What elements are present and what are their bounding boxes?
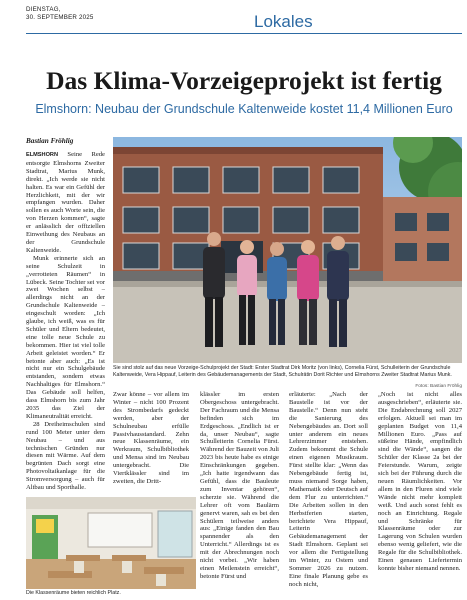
lead-paragraph (26, 151, 105, 255)
issue-day: 30. SEPTEMBER 2025 (26, 14, 94, 21)
issue-weekday: DIENSTAG, (26, 6, 61, 13)
photo-credit: Fotos: Bastian Fröhlig (415, 384, 462, 389)
lead-text: Seine Rede entsorgte Elmshorns Zweiter Stadtrat, Marius Munk, direkt. „Ich werde sie nicht halten. Es war ein Gefühl der Herzlichkeit, mit der wir empfangen wurden. Daher sollen es auch Worte sein, die von Herzen kommen“, sagte er anlässlich der offiziellen Einweihung des Neubaus an der Grundschule Kaltenweide. (26, 151, 105, 254)
paragraph: Zwar könne – vor allem im Winter – nicht 100 Prozent des Strombedarfs gedeckt werden, aber der Schulneubau erfülle Passivhausstandard. Zehn neue Klassenräume, ein Werkraum, Schulbibliothek und Mensa sind im Neubau untergebracht. Die Viertklässler sind im zweiten, die Dritt- (113, 391, 189, 485)
article-column-5 (378, 391, 462, 597)
headline: Das Klima-Vorzeigeprojekt ist fertig (46, 66, 442, 95)
article-column-2 (113, 391, 189, 486)
subheadline: Elmshorn: Neubau der Grundschule Kaltenweide kostet 11,4 Millionen Euro (35, 102, 453, 116)
paragraph: Munk erinnerte sich an seine Schulzeit in „verrotteten Räumen“ in Lübeck. Seine Tochter sei vor zwei Wochen selbst – allerdings nicht an der Grundschule Kaltenweide – eingeschult worden: „Ich glaube, ich weiß, was es für Schüler und Eltern bedeutet, eine tolle neue Schule zu bekommen. Hier ist viel tolle Arbeit geleistet worden.“ Er betonte aber auch: „Es ist nicht nur ein Schulgebäude entstanden, sondern etwas Nachhaltiges für Elmshorn.“ Das Gebäude soll helfen, dass Elmshorn bis zum Jahr 2035 das Ziel der Klimaneutralität erreicht. (26, 254, 105, 420)
author-byline: Bastian Fröhlig (26, 137, 74, 145)
article-column-3 (200, 391, 279, 597)
paragraph: „Noch ist nicht alles ausgeschrieben“, erläuterte sie. Die Endabrechnung soll 2027 erfolgen. Aktuell sei man im geplanten Budget von 11,4 Millionen Euro. „Pass auf süßeine Hände, empfindlich sind die Wände“, sangen die Schüler der Klasse 2a bei der Feierstunde. Warum, zeigte sich bei der Führung durch die neuen Räumlichkeiten. Vor allem in den Fluren sind viele Wände nicht mehr komplett weiß. Und auch sonst fehlt es noch an Einrichtung. Regale und Schränke für Klassenräume oder zur Lagerung von Schulen wurden ebenso wenig geliefert, wie die Regale für die Schulbibliothek. Einen genauen Liefertermin konnte bisher niemand nennen. (378, 391, 462, 572)
issue-date (26, 6, 94, 22)
header-rule (26, 33, 462, 34)
main-photo-caption: Sie sind stolz auf das neue Vorzeige-Schulprojekt der Stadt: Erster Stadtrat Dirk Moritz (von links), Cornelia Fürst, Schulleiterin der Grundschule Kaltenweide, Vera Hippauf, Leiterin des Gebäudemanagements der Stadt, Schulrätin Dorit Richter und Elmshorns Zweiter Stadtrat Marius Munk. (113, 365, 452, 378)
article-column-4 (289, 391, 368, 597)
dateline: ELMSHORN (26, 152, 59, 158)
section-title: Lokales (254, 12, 313, 31)
paragraph: klässler im ersten Obergeschoss untergebracht. Der Fachraum und die Mensa befinden sich im Erdgeschoss. „Endlich ist er da, unser Neubau“, sagte Schulleiterin Cornelia Fürst. Während der Bauzeit von Juli 2023 bis heute habe es einige Einschränkungen gegeben. „Ich hatte irgendwann das Gefühl, dass die Bauleute zum Inventar gehören“, scherzte sie. Während die Lehrer oft vom Baulärm genervt waren, sah es bei den Schülern teilweise anders aus: „Einige fanden den Bau spannender als den Unterricht.“ Allerdings ist es mit der Abrechnungen noch nicht vorbei. „Wir haben einen Meilenstein erreicht“, betonte Fürst und (200, 391, 279, 580)
classroom-photo-caption: Die Klassenräume bieten reichlich Platz. (26, 590, 121, 596)
main-photo (113, 137, 462, 363)
paragraph: erläuterte: „Nach der Baustelle ist vor der Baustelle.“ Denn nun steht die Sanierung des Nebengebäudes an. Dort soll unter anderem ein neues Lehrerzimmer entstehen. Zudem bekommt die Schule einen eigenen Musikraum. Fürst stellte klar: „Wenn das Nebengebäude fertig ist, muss niemand Sorge haben, Mathematik oder Deutsch auf dem Flur zu unterrichten.“ Die Arbeiten sollen in den Herbstferien starten, berichtete Vera Hippauf, Leiterin Gebäudemanagement der Stadt Elmshorn. Geplant sei vor allem die Fertigstellung im Winter, zu Ostern und Sommer 2026 zu nutzen. Eine finale Planung gebe es noch nicht, (289, 391, 368, 588)
classroom-photo (26, 497, 196, 589)
paragraph: 28 Dreiheimschulen sind rund 100 Meter unter dem Neubau – und aus technischen Gründen nur diesen mit Wärme. Auf dem begrünten Dach sorgt eine Photovoltaikanlage für die Stromversorgung – auch für Altbau und Sporthalle. (26, 420, 105, 492)
